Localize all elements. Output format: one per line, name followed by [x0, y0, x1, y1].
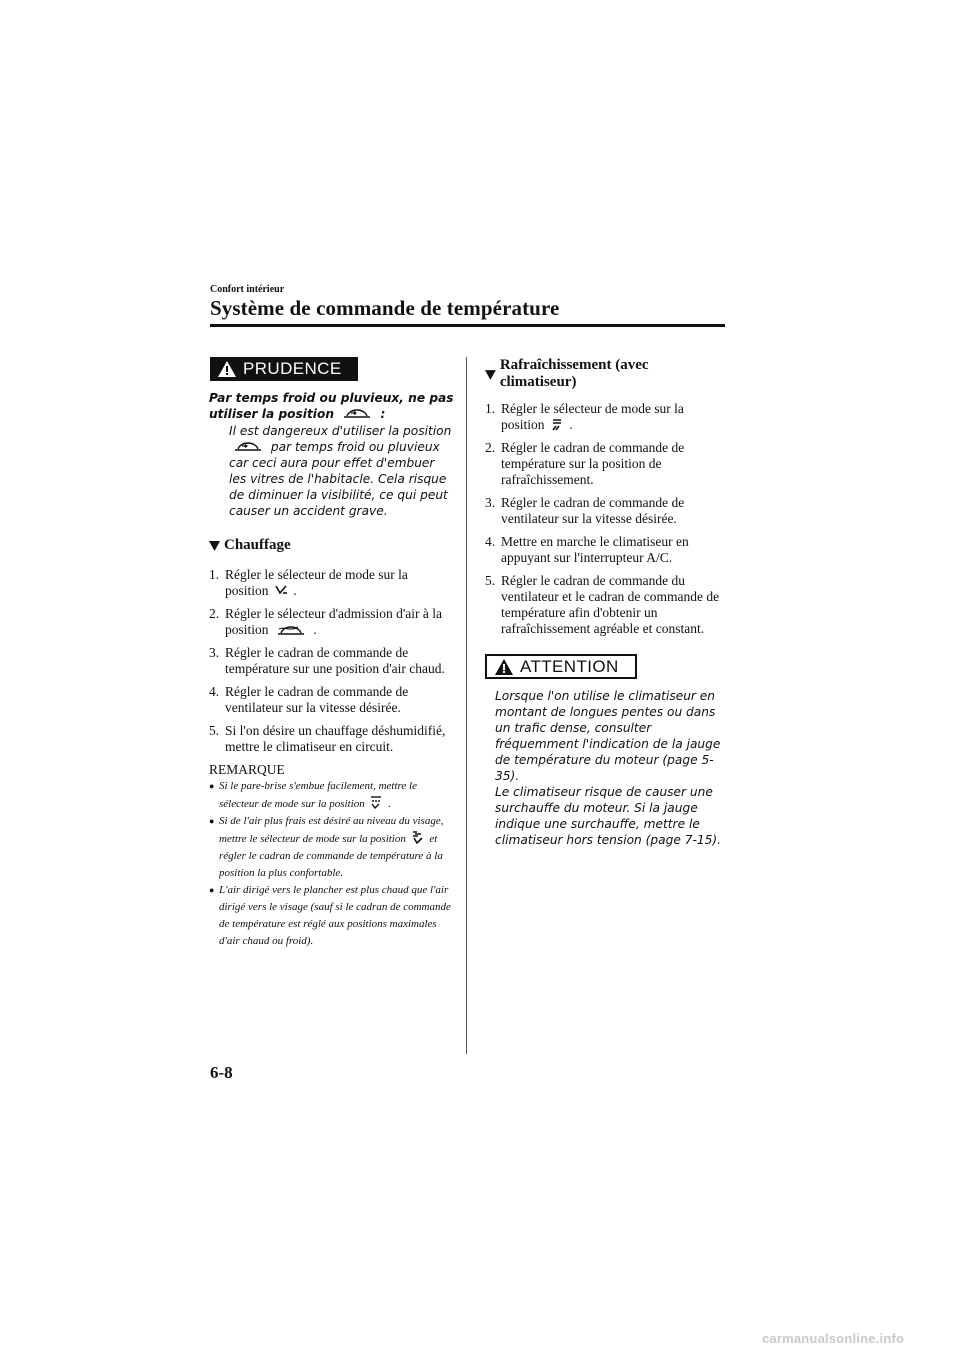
attention-paragraph-2: Le climatiseur risque de causer une surchauffe du moteur. Si la jauge indique une surchauffe, mettre le climatiseur hors tension (page 7-15).	[495, 784, 721, 847]
list-item: 3. Régler le cadran de commande de température sur une position d'air chaud.	[209, 645, 445, 676]
recirculation-icon	[342, 406, 372, 420]
watermark: carmanualsonline.info	[762, 1331, 905, 1346]
prudence-body-text-2: par temps froid ou pluvieux car ceci aura pour effet d'embuer les vitres de l'habitacle. Cela risque de diminuer la visibilité, ce qui peut causer un accident grave.	[229, 440, 448, 518]
section-triangle-icon	[485, 369, 496, 380]
list-item: 3. Régler le cadran de commande de ventilateur sur la vitesse désirée.	[485, 495, 685, 526]
column-divider	[466, 357, 467, 1054]
prudence-body	[229, 423, 454, 519]
bi-level-mode-icon	[411, 830, 425, 844]
list-item: 1. Régler le sélecteur de mode sur la position .	[485, 401, 684, 432]
list-item: 4. Mettre en marche le climatiseur en appuyant sur l'interrupteur A/C.	[485, 534, 689, 565]
list-item: ● Si de l'air plus frais est désiré au niveau du visage, mettre le sélecteur de mode sur la position et régler le cadran de commande de température à la position la plus confortable.	[209, 813, 454, 882]
attention-box	[495, 688, 725, 848]
bullet-icon: ●	[209, 816, 215, 826]
right-column	[485, 357, 725, 848]
prudence-label	[210, 357, 358, 381]
left-column	[209, 357, 454, 950]
chauffage-steps	[209, 567, 454, 755]
prudence-box	[209, 390, 454, 519]
list-item: 1. Régler le sélecteur de mode sur la position .	[209, 567, 408, 598]
bullet-icon: ●	[209, 885, 215, 895]
warning-triangle-icon	[494, 658, 514, 676]
fresh-air-icon	[276, 622, 306, 636]
attention-label	[485, 654, 637, 679]
prudence-heading-colon: :	[380, 407, 386, 421]
rafraichissement-steps	[485, 401, 725, 637]
header-rule	[210, 324, 725, 327]
page-number: 6-8	[210, 1063, 233, 1082]
section-name: Confort intérieur	[210, 284, 285, 295]
list-item: 2. Régler le cadran de commande de température sur la position de rafraîchissement.	[485, 440, 685, 487]
note-title: REMARQUE	[209, 762, 285, 777]
prudence-heading-text: Par temps froid ou pluvieux, ne pas utiliser la position	[209, 391, 454, 421]
list-item: ● Si le pare-brise s'embue facilement, mettre le sélecteur de mode sur la position .	[209, 778, 454, 813]
chauffage-heading	[209, 537, 454, 554]
attention-label-text: ATTENTION	[520, 656, 619, 676]
rafraichissement-heading-text: Rafraîchissement (avec climatiseur)	[499, 357, 649, 390]
list-item: 5. Si l'on désire un chauffage déshumidifié, mettre le climatiseur en circuit.	[209, 723, 446, 754]
list-item: 2. Régler le sélecteur d'admission d'air à la position .	[209, 606, 443, 637]
prudence-label-text: PRUDENCE	[243, 359, 342, 378]
rafraichissement-heading	[485, 357, 725, 391]
list-item: 4. Régler le cadran de commande de ventilateur sur la vitesse désirée.	[209, 684, 409, 715]
page-title: Système de commande de température	[210, 296, 560, 320]
warning-triangle-icon	[217, 360, 237, 378]
prudence-body-text-1: Il est dangereux d'utiliser la position	[229, 424, 452, 438]
notes-list	[209, 778, 454, 950]
recirculation-icon	[233, 439, 263, 453]
floor-mode-icon	[274, 583, 288, 597]
chauffage-heading-text: Chauffage	[224, 537, 291, 553]
list-item: ● L'air dirigé vers le plancher est plus chaud que l'air dirigé vers le visage (sauf si le cadran de commande de température est réglé aux positions maximales d'air chaud ou froid).	[209, 882, 454, 950]
section-triangle-icon	[209, 540, 220, 551]
attention-paragraph-1: Lorsque l'on utilise le climatiseur en montant de longues pentes ou dans un trafic dense, consulter fréquemment l'indication de la jauge de température du moteur (page 5-35).	[495, 688, 721, 783]
list-item: 5. Régler le cadran de commande du ventilateur et le cadran de commande de température afin d'obtenir un rafraîchissement agréable et constant.	[485, 573, 720, 636]
bullet-icon: ●	[209, 781, 215, 791]
prudence-heading	[209, 390, 454, 422]
face-mode-icon	[550, 417, 564, 431]
floor-defrost-mode-icon	[369, 795, 383, 809]
